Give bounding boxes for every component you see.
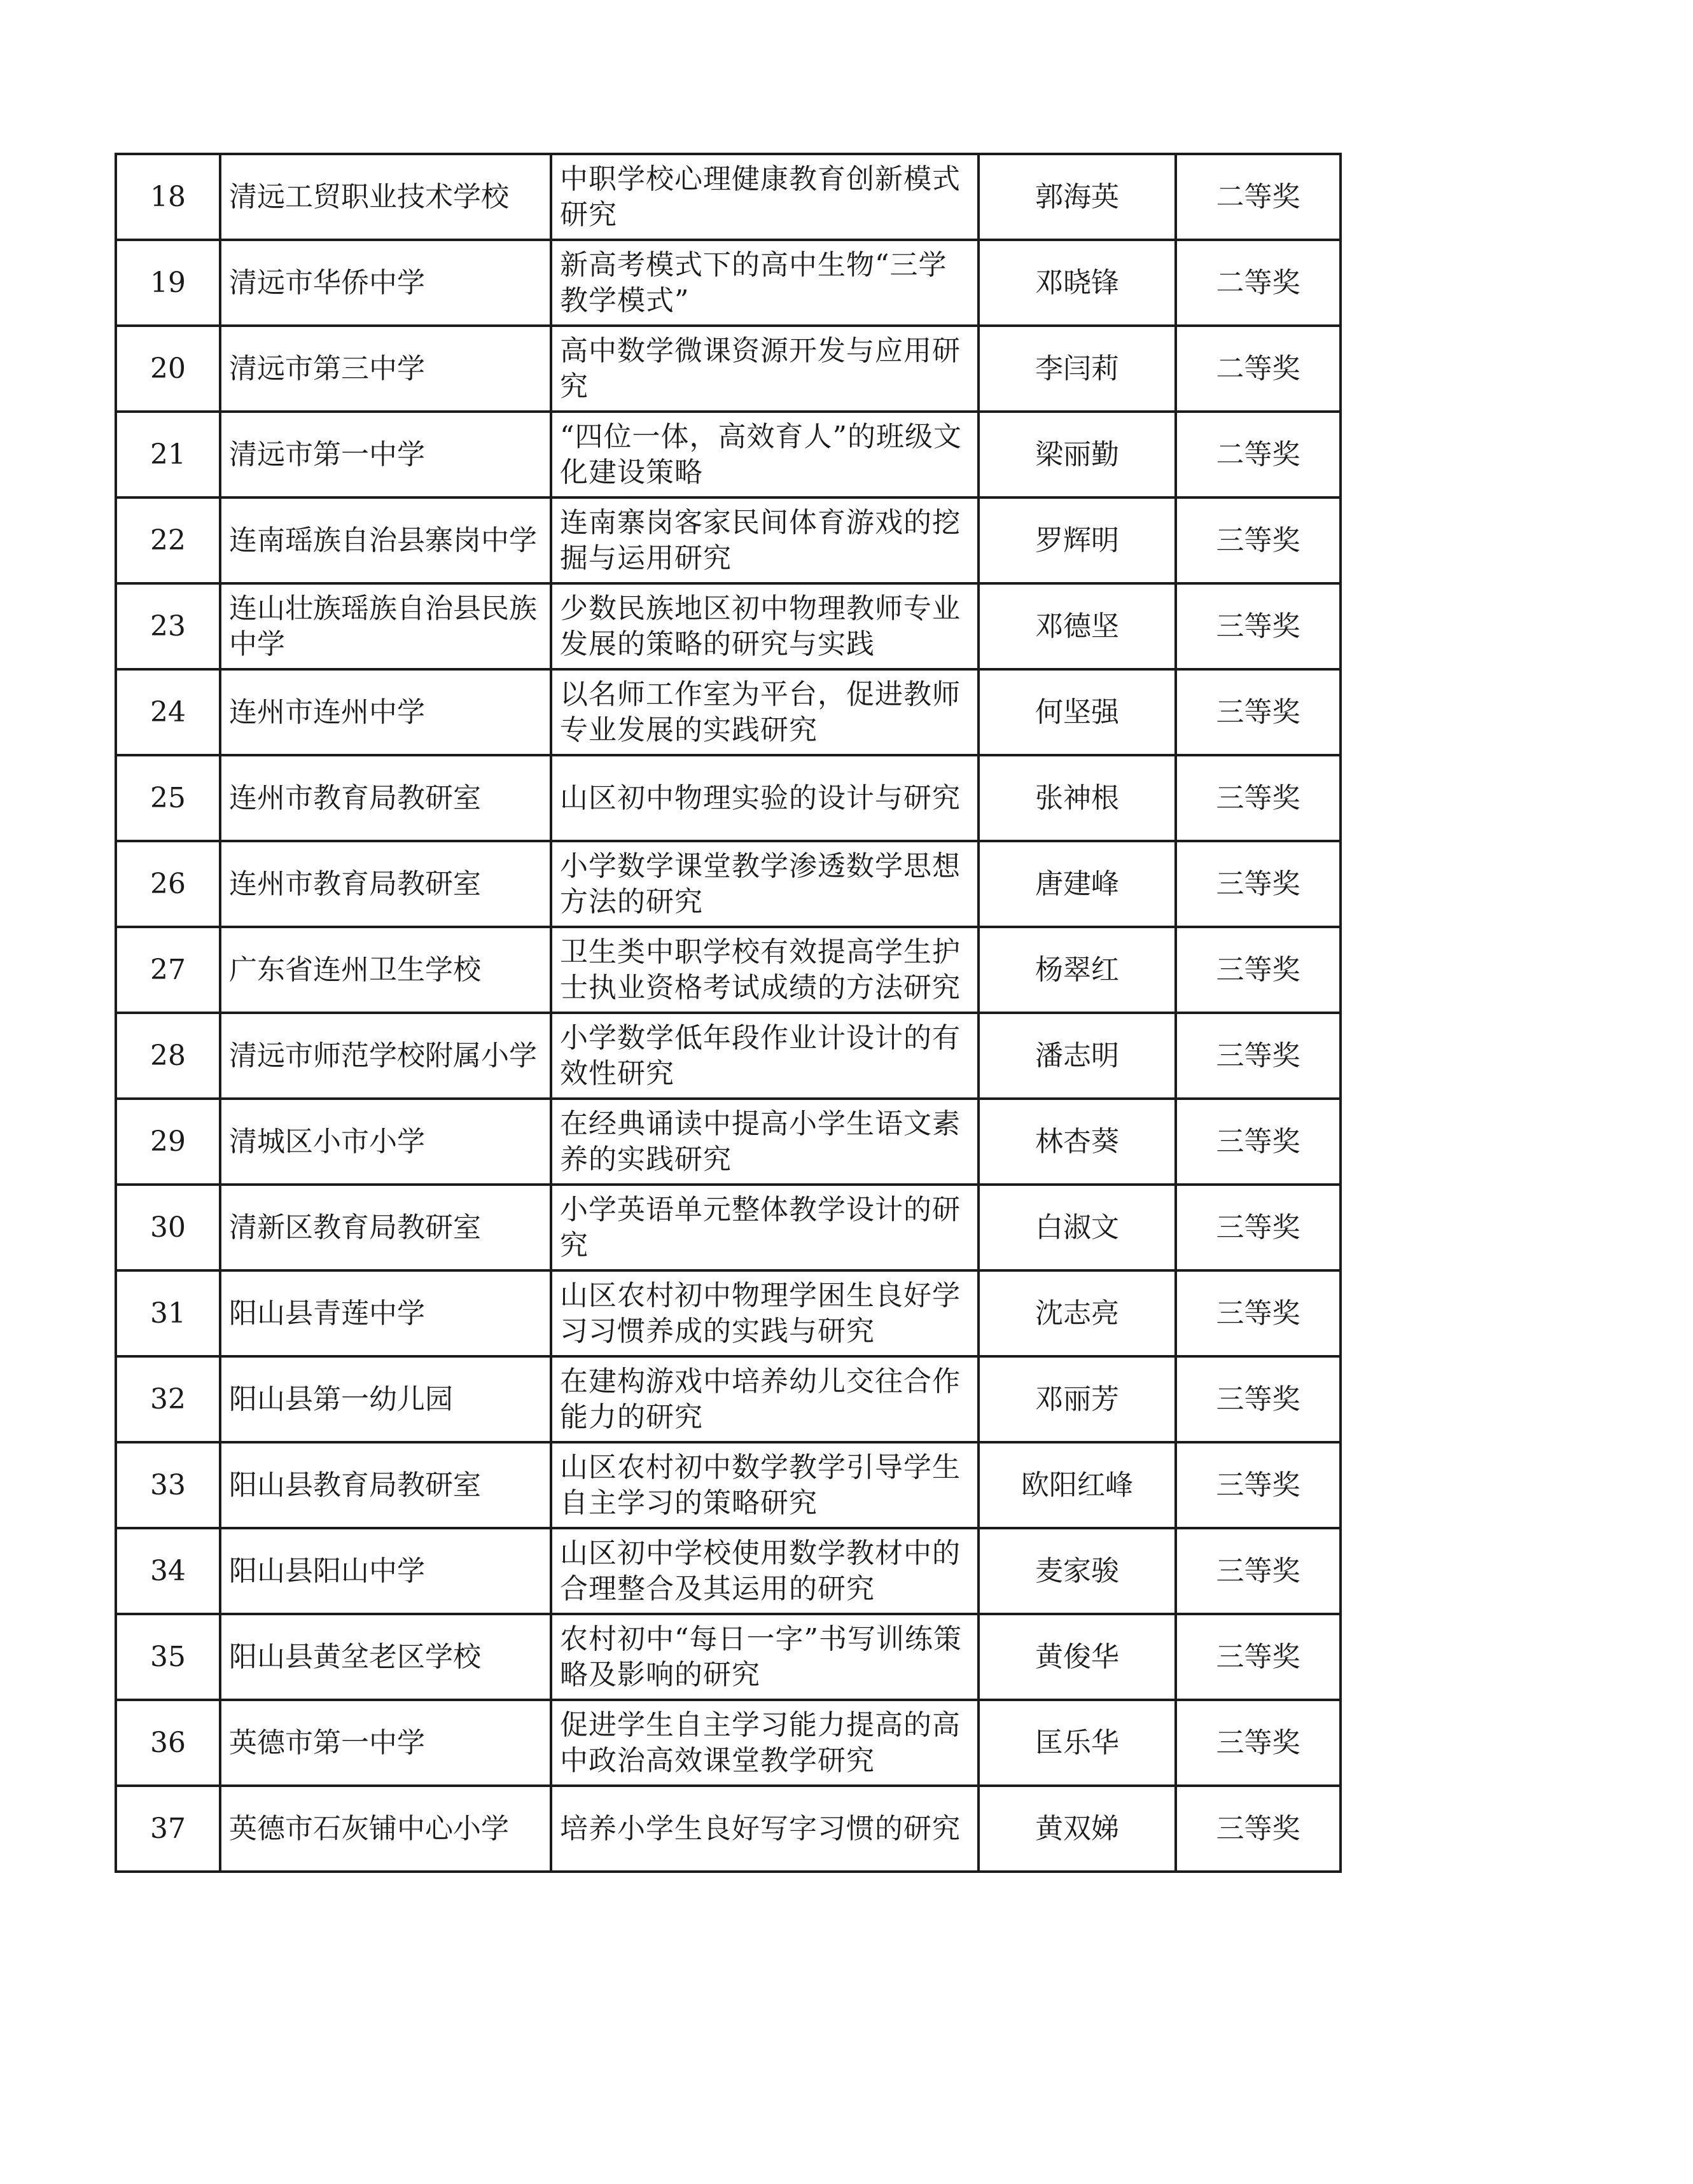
school-name: 清新区教育局教研室 (220, 1185, 551, 1270)
table-row (116, 583, 1341, 669)
person-name: 梁丽勤 (979, 412, 1176, 497)
person-name: 欧阳红峰 (979, 1442, 1176, 1528)
row-number: 28 (116, 1013, 220, 1099)
award-level: 三等奖 (1176, 497, 1341, 583)
table-row (116, 326, 1341, 412)
table-row (116, 1786, 1341, 1872)
school-name: 清远市第三中学 (220, 326, 551, 412)
table-row (116, 841, 1341, 927)
award-level: 三等奖 (1176, 1614, 1341, 1700)
school-name: 连州市教育局教研室 (220, 841, 551, 927)
table-row (116, 1013, 1341, 1099)
person-name: 李闫莉 (979, 326, 1176, 412)
project-title: 卫生类中职学校有效提高学生护士执业资格考试成绩的方法研究 (551, 927, 979, 1013)
person-name: 白淑文 (979, 1185, 1176, 1270)
school-name: 阳山县教育局教研室 (220, 1442, 551, 1528)
person-name: 匡乐华 (979, 1700, 1176, 1786)
table-row (116, 927, 1341, 1013)
person-name: 潘志明 (979, 1013, 1176, 1099)
award-level: 三等奖 (1176, 1786, 1341, 1872)
school-name: 清远市师范学校附属小学 (220, 1013, 551, 1099)
person-name: 麦家骏 (979, 1528, 1176, 1614)
person-name: 杨翠红 (979, 927, 1176, 1013)
row-number: 18 (116, 154, 220, 240)
table-row (116, 1700, 1341, 1786)
row-number: 32 (116, 1356, 220, 1442)
project-title: 山区初中物理实验的设计与研究 (551, 755, 979, 841)
person-name: 邓德坚 (979, 583, 1176, 669)
school-name: 清远市华侨中学 (220, 240, 551, 326)
award-level: 三等奖 (1176, 1356, 1341, 1442)
school-name: 连州市连州中学 (220, 669, 551, 755)
row-number: 37 (116, 1786, 220, 1872)
school-name: 连州市教育局教研室 (220, 755, 551, 841)
row-number: 22 (116, 497, 220, 583)
project-title: 山区农村初中物理学困生良好学习习惯养成的实践与研究 (551, 1270, 979, 1356)
award-level: 二等奖 (1176, 154, 1341, 240)
table-row (116, 1185, 1341, 1270)
award-level: 二等奖 (1176, 240, 1341, 326)
row-number: 25 (116, 755, 220, 841)
project-title: 在建构游戏中培养幼儿交往合作能力的研究 (551, 1356, 979, 1442)
person-name: 沈志亮 (979, 1270, 1176, 1356)
school-name: 清远工贸职业技术学校 (220, 154, 551, 240)
person-name: 张神根 (979, 755, 1176, 841)
project-title: 在经典诵读中提高小学生语文素养的实践研究 (551, 1099, 979, 1185)
project-title: 山区农村初中数学教学引导学生 自主学习的策略研究 (551, 1442, 979, 1528)
project-title: 培养小学生良好写字习惯的研究 (551, 1786, 979, 1872)
row-number: 33 (116, 1442, 220, 1528)
table-row (116, 1356, 1341, 1442)
school-name: 连南瑶族自治县寨岗中学 (220, 497, 551, 583)
award-level: 三等奖 (1176, 583, 1341, 669)
row-number: 26 (116, 841, 220, 927)
table-row (116, 755, 1341, 841)
award-level: 三等奖 (1176, 1099, 1341, 1185)
school-name: 阳山县黄坌老区学校 (220, 1614, 551, 1700)
person-name: 唐建峰 (979, 841, 1176, 927)
award-level: 二等奖 (1176, 326, 1341, 412)
project-title: 小学数学课堂教学渗透数学思想方法的研究 (551, 841, 979, 927)
table-row (116, 1528, 1341, 1614)
row-number: 35 (116, 1614, 220, 1700)
table-row (116, 1270, 1341, 1356)
award-table (115, 153, 1342, 1873)
project-title: 高中数学微课资源开发与应用研究 (551, 326, 979, 412)
row-number: 29 (116, 1099, 220, 1185)
table-row (116, 497, 1341, 583)
project-title: 农村初中“每日一字”书写训练策略及影响的研究 (551, 1614, 979, 1700)
table-row (116, 412, 1341, 497)
project-title: 小学数学低年段作业计设计的有效性研究 (551, 1013, 979, 1099)
project-title: 新高考模式下的高中生物“三学教学模式” (551, 240, 979, 326)
award-level: 三等奖 (1176, 841, 1341, 927)
school-name: 广东省连州卫生学校 (220, 927, 551, 1013)
award-level: 三等奖 (1176, 1270, 1341, 1356)
person-name: 黄双娣 (979, 1786, 1176, 1872)
row-number: 21 (116, 412, 220, 497)
school-name: 英德市石灰铺中心小学 (220, 1786, 551, 1872)
school-name: 连山壮族瑶族自治县民族中学 (220, 583, 551, 669)
table-row (116, 240, 1341, 326)
person-name: 黄俊华 (979, 1614, 1176, 1700)
table-row (116, 1442, 1341, 1528)
row-number: 27 (116, 927, 220, 1013)
person-name: 邓晓锋 (979, 240, 1176, 326)
project-title: 山区初中学校使用数学教材中的合理整合及其运用的研究 (551, 1528, 979, 1614)
award-level: 三等奖 (1176, 1013, 1341, 1099)
row-number: 23 (116, 583, 220, 669)
school-name: 清远市第一中学 (220, 412, 551, 497)
project-title: 小学英语单元整体教学设计的研究 (551, 1185, 979, 1270)
award-level: 三等奖 (1176, 1700, 1341, 1786)
school-name: 英德市第一中学 (220, 1700, 551, 1786)
table-row (116, 1099, 1341, 1185)
person-name: 何坚强 (979, 669, 1176, 755)
school-name: 阳山县阳山中学 (220, 1528, 551, 1614)
project-title: “四位一体，高效育人”的班级文化建设策略 (551, 412, 979, 497)
project-title: 少数民族地区初中物理教师专业发展的策略的研究与实践 (551, 583, 979, 669)
row-number: 19 (116, 240, 220, 326)
person-name: 罗辉明 (979, 497, 1176, 583)
award-level: 三等奖 (1176, 927, 1341, 1013)
award-level: 三等奖 (1176, 1528, 1341, 1614)
project-title: 促进学生自主学习能力提高的高中政治高效课堂教学研究 (551, 1700, 979, 1786)
school-name: 清城区小市小学 (220, 1099, 551, 1185)
table-row (116, 1614, 1341, 1700)
award-level: 三等奖 (1176, 669, 1341, 755)
table-row (116, 154, 1341, 240)
row-number: 20 (116, 326, 220, 412)
project-title: 连南寨岗客家民间体育游戏的挖掘与运用研究 (551, 497, 979, 583)
person-name: 郭海英 (979, 154, 1176, 240)
table-row (116, 669, 1341, 755)
row-number: 31 (116, 1270, 220, 1356)
row-number: 30 (116, 1185, 220, 1270)
row-number: 36 (116, 1700, 220, 1786)
award-level: 三等奖 (1176, 1185, 1341, 1270)
row-number: 34 (116, 1528, 220, 1614)
project-title: 以名师工作室为平台，促进教师专业发展的实践研究 (551, 669, 979, 755)
person-name: 林杏葵 (979, 1099, 1176, 1185)
school-name: 阳山县青莲中学 (220, 1270, 551, 1356)
award-level: 三等奖 (1176, 755, 1341, 841)
person-name: 邓丽芳 (979, 1356, 1176, 1442)
school-name: 阳山县第一幼儿园 (220, 1356, 551, 1442)
award-level: 三等奖 (1176, 1442, 1341, 1528)
award-level: 二等奖 (1176, 412, 1341, 497)
row-number: 24 (116, 669, 220, 755)
project-title: 中职学校心理健康教育创新模式研究 (551, 154, 979, 240)
